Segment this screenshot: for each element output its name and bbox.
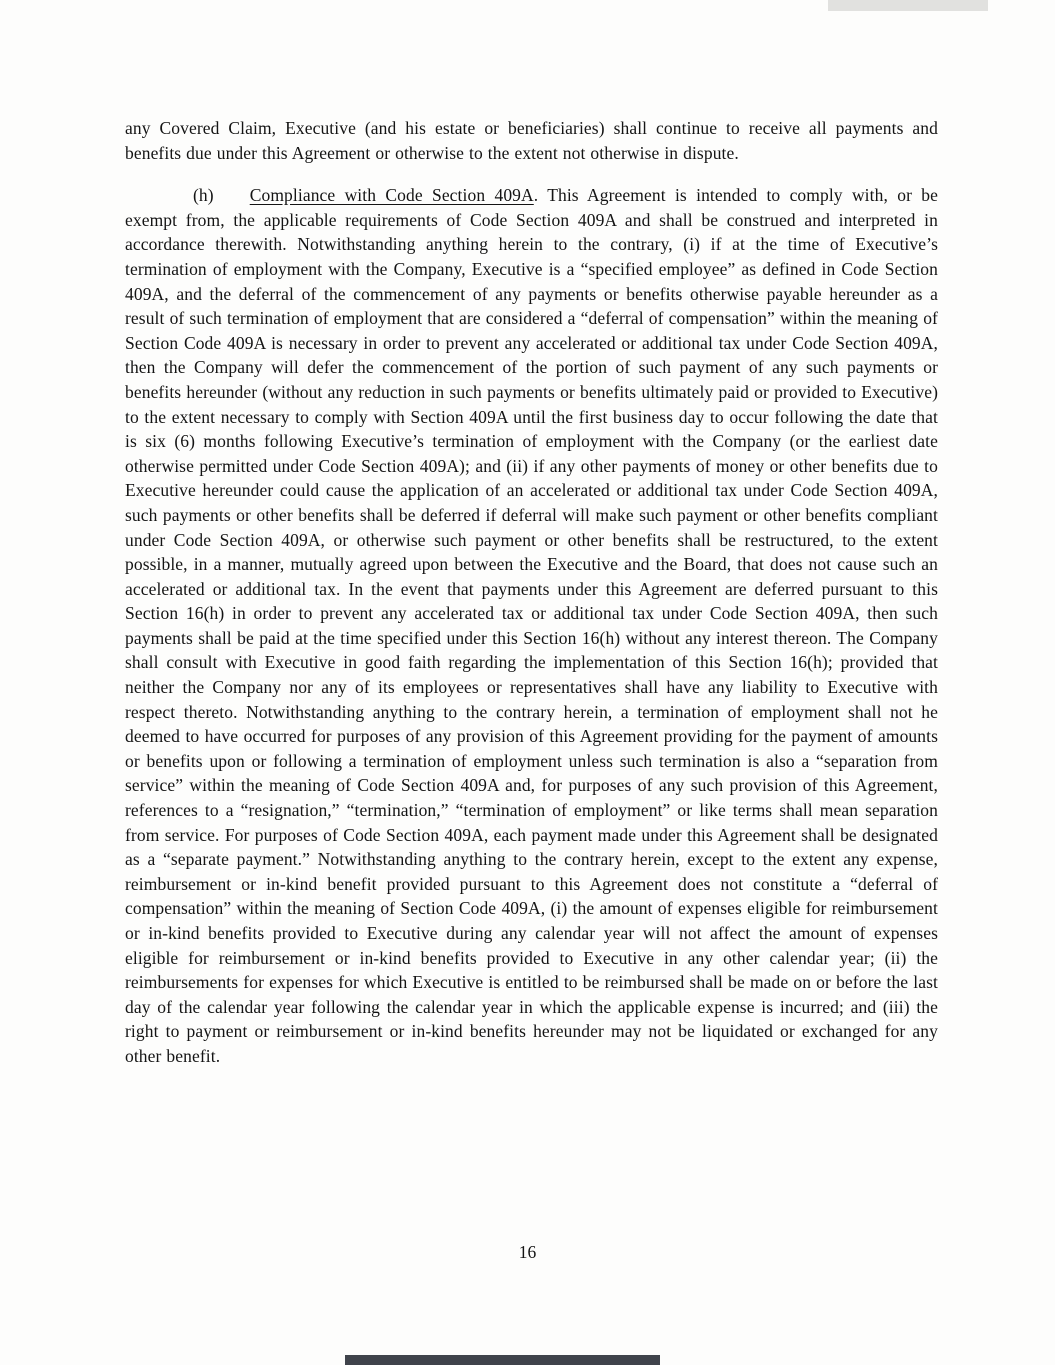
paragraph-continuation: any Covered Claim, Executive (and his estate or beneficiaries) shall continue to receive all payments and benefits due under this Agreement or otherwise to the extent not otherwise in dispute. [125,118,938,163]
scan-artifact-top [828,0,988,11]
scan-artifact-bottom [345,1355,660,1365]
paragraph-section-h [125,183,938,1068]
page-number: 16 [518,1242,537,1262]
section-h-label: (h) [193,185,214,206]
document-page-body [125,116,938,1069]
section-h-body-text: . This Agreement is intended to comply with, or be exempt from, the applicable requirements of Code Section 409A and shall be construed and interpreted in accordance therewith. Notwithstanding anything herein to the contrary, (i) if at the time of Executive’s termination of employment with the Company, Executive is a “specified employee” as defined in Code Section 409A, and the deferral of the commencement of any payments or benefits otherwise payable hereunder as a result of such termination of employment that are considered a “deferral of compensation” within the meaning of Section Code 409A is necessary in order to prevent any accelerated or additional tax under Code Section 409A, then the Company will defer the commencement of the portion of such payment of any such payments or benefits hereunder (without any reduction in such payments or benefits ultimately paid or provided to Executive) to the extent necessary to comply with Section 409A until the first business day to occur following the date that is six (6) months following Executive’s termination of employment with the Company (or the earliest date otherwise permitted under Code Section 409A); and (ii) if any other payments of money or other benefits due to Executive hereunder could cause the application of an accelerated or additional tax under Code Section 409A, such payments or other benefits shall be deferred if deferral will make such payment or other benefits compliant under Code Section 409A, or otherwise such payment or other benefits shall be restructured, to the extent possible, in a manner, mutually agreed upon between the Executive and the Board, that does not cause such an accelerated or additional tax. In the event that payments under this Agreement are deferred pursuant to this Section 16(h) in order to prevent any accelerated tax or additional tax under Code Section 409A, then such payments shall be paid at the time specified under this Section 16(h) without any interest thereon. The Company shall consult with Executive in good faith regarding the implementation of this Section 16(h); provided that neither the Company nor any of its employees or representatives shall have any liability to Executive with respect thereto. Notwithstanding anything to the contrary herein, a termination of employment shall not he deemed to have occurred for purposes of any provision of this Agreement providing for the payment of amounts or benefits upon or following a termination of employment unless such termination is also a “separation from service” within the meaning of Code Section 409A and, for purposes of any such provision of this Agreement, references to a “resignation,” “termination,” “termination of employment” or like terms shall mean separation from service. For purposes of Code Section 409A, each payment made under this Agreement shall be designated as a “separate payment.” Notwithstanding anything to the contrary herein, except to the extent any expense, reimbursement or in-kind benefit provided pursuant to this Agreement does not constitute a “deferral of compensation” within the meaning of Section Code 409A, (i) the amount of expenses eligible for reimbursement or in-kind benefits provided to Executive during any calendar year will not affect the amount of expenses eligible for reimbursement or in-kind benefits provided to Executive in any other calendar year; (ii) the reimbursements for expenses for which Executive is entitled to be reimbursed shall be made on or before the last day of the calendar year following the calendar year in which the applicable expense is incurred; and (iii) the right to payment or reimbursement or in-kind benefits hereunder may not be liquidated or exchanged for any other benefit. [125,185,938,1066]
section-h-heading: Compliance with Code Section 409A [249,185,534,206]
